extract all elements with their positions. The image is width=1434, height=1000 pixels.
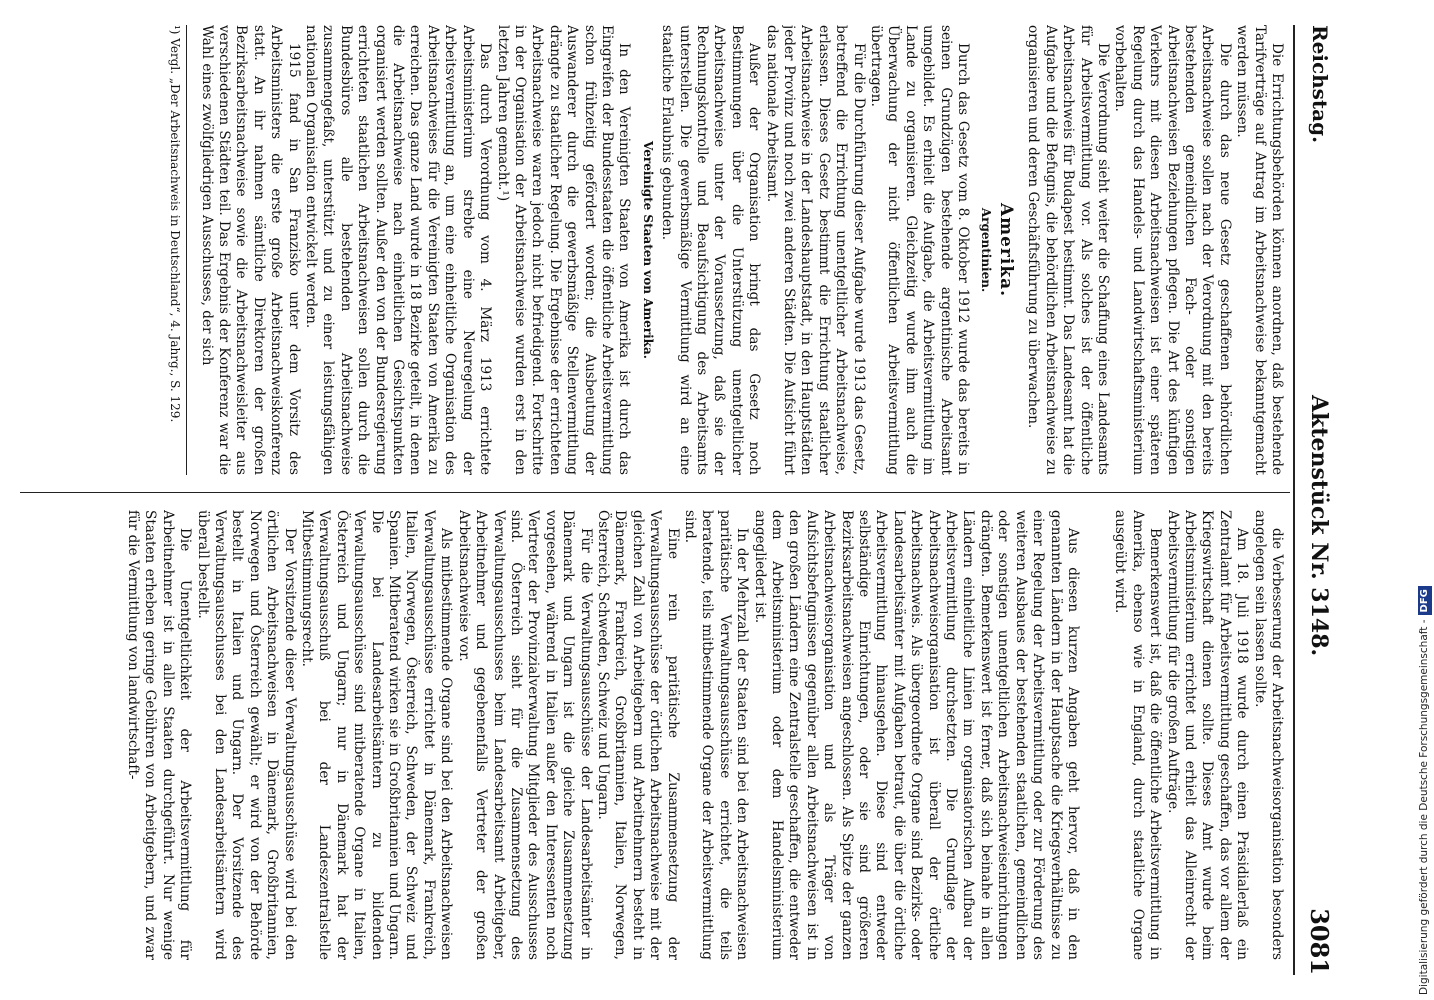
page-number: 3081 (1305, 908, 1334, 975)
subsection-heading: Argentinien. (979, 207, 994, 293)
paragraph: Als mitbestimmende Organe sind bei den Arbeitsnachweisen Verwaltungsausschüsse errichtet in Dänemark, Frankreich, Italien, Norwegen, Österreich, Schweden, der Schweiz und Spanien. Mitberatend wirken sie in Großbritannien und Ungarn. Die bei Landesarbeitsämtern zu bildenden Verwaltungsausschüsse sind mitberatende Organe in Italien, Österreich und Ungarn; nur in Dänemark hat der Verwaltungsausschuß bei der Landeszentralstelle Mitbestimmungsrecht. (299, 510, 455, 960)
page-header (1300, 25, 1340, 975)
paragraph: Aus diesen kurzen Angaben geht hervor, daß in den genannten Ländern in der Hauptsache die Kriegsverhältnisse zu einer Regelung der Arbeitsvermittlung oder zur Förderung des weiteren Ausbaues der bestehenden staatlichen, gemeindlichen oder sonstigen unentgeltlichen Arbeitsnachweiseinrichtungen drängten. Bemerkenswert ist ferner, daß sich beinahe in allen Ländern einheitliche Linien im organisatorischen Aufbau der Arbeitsvermittlung durchsetzten. Die Grundlage der Arbeitsnachweisorganisation ist überall der örtliche Arbeitsnachweis. Als übergeordnete Organe sind Bezirks- oder Landesarbeitsämter mit Aufgaben betraut, die über die örtliche Arbeitsvermittlung hinausgehen. Diese sind entweder selbständige Einrichtungen, oder sie sind größeren Bezirksarbeitsnachweisen angeschlossen. Als Spitze der ganzen Arbeitsnachweisorganisation und als Träger von Aufsichtsbefugnissen gegenüber allen Arbeitsnachweisen ist in den großen Ländern eine Zentralstelle geschaffen, die entweder dem Arbeitsministerium oder dem Handelsministerium angegliedert ist. (751, 510, 1081, 960)
paragraph: Am 18. Juli 1918 wurde durch einen Präsidialerlaß ein Zentralamt für Arbeitsvermittlung geschaffen, das vor allem der Kriegswirtschaft dienen sollte. Dieses Amt wurde beim Arbeitsministerium errichtet und erhielt das Alleinrecht der Arbeitsvermittlung für die großen Aufträge. (1164, 510, 1251, 960)
paragraph: In den Vereinigten Staaten von Amerika ist durch das Eingreifen der Bundesstaaten die öffentliche Arbeitsvermittlung schon frühzeitig gefördert worden; die Ausbeutung der Auswanderer durch die gewerbsmäßige Stellenvermittlung drängte zu staatlicher Regelung. Die Ergebnisse der errichteten Arbeitsnachweise waren jedoch nicht befriedigend. Fortschritte in der Organisation der Arbeitsnachweise wurden erst in den letzten Jahren gemacht.¹) (494, 25, 633, 475)
paragraph: Durch das Gesetz vom 8. Oktober 1912 wurde das bereits in seinen Grundzügen bestehende argentinische Arbeitsamt umgebildet. Es erhielt die Aufgabe, die Arbeitsvermittlung im Lande zu organisieren. Gleichzeitig wurde ihm auch die Überwachung der nicht öffentlichen Arbeitsvermittlung übertragen. (868, 25, 972, 475)
header-title: Aktenstück Nr. 3148. (1306, 395, 1332, 657)
paragraph: Für die Verwaltungsausschüsse der Landesarbeitsämter in Dänemark und Ungarn ist die gleiche Zusammensetzung vorgesehen, während in Italien außer den Interessenten noch Vertreter der Provinzialverwaltung Mitglieder des Ausschusses sind. Österreich sieht für die Zusammensetzung des Verwaltungsausschusses beim Landesarbeitsamt Arbeitgeber, Arbeitnehmer und gegebenenfalls Vertreter der großen Arbeitsnachweise vor. (455, 510, 594, 960)
credit-text: Digitalisierung gefördert durch die Deutsche Forschungsgemeinschaft - (1418, 619, 1430, 995)
header-left: Reichstag. (1308, 25, 1332, 144)
credit-line (1415, 5, 1433, 995)
paragraph: Das durch Verordnung vom 4. März 1913 errichtete Arbeitsministerium strebte eine Neuregelung der Arbeitsvermittlung an, um eine einheitliche Organisation des Arbeitsnachweises für die Vereinigten Staaten von Amerika zu erreichen. Das ganze Land wurde in 18 Bezirke geteilt, in denen die Arbeitsnachweise nach einheitlichen Gesichtspunkten organisiert werden sollten. Außer den von der Bundesregierung errichteten staatlichen Arbeitsnachweisen sollen durch die Bundesbüros alle bestehenden Arbeitsnachweise zusammengefaßt, unterstützt und zu einer leistungsfähigen nationalen Organisation entwickelt werden. (303, 25, 494, 475)
paragraph: Die Errichtungsbehörden können anordnen, daß bestehende Tarifverträge auf Antrag im Arbeitsnachweise bekanntgemacht werden müssen. (1234, 25, 1285, 475)
paragraph: In der Mehrzahl der Staaten sind bei den Arbeitsnachweisen paritätische Verwaltungsausschüsse errichtet, die teils beratende, teils mitbestimmende Organe der Arbeitsvermittlung sind. (682, 510, 751, 960)
right-column (20, 510, 1285, 960)
paragraph: Bemerkenswert ist, daß die öffentliche Arbeitsvermittlung in Amerika, ebenso wie in England, durch staatliche Organe ausgeübt wird. (1112, 510, 1164, 960)
paragraph: die Verbesserung der Arbeitsnachweisorganisation besonders angelegen sein lassen sollte. (1251, 510, 1285, 960)
paragraph: Außer der Organisation bringt das Gesetz noch Bestimmungen über die Unterstützung unentgeltlicher Arbeitsnachweise unter der Voraussetzung, daß sie der Rechnungskontrolle und Beaufsichtigung des Arbeitsamts unterstellen. Die gewerbsmäßige Vermittlung wird an eine staatliche Erlaubnis gebunden. (659, 25, 763, 475)
left-column (20, 25, 1285, 475)
rotated-document-page (0, 25, 1340, 975)
column-divider (20, 492, 1290, 493)
footnote: ¹) Vergl. „Der Arbeitsnachweis in Deutschland“, 4. Jahrg., S. 129. (168, 25, 183, 423)
paragraph: Die Unentgeltlichkeit der Arbeitsvermittlung für Arbeitnehmer ist in allen Staaten durchgeführt. Nur wenige Staaten erheben geringe Gebühren von Arbeitgebern, und zwar für die Vermittlung von landwirtschaft- (125, 510, 194, 960)
footnote-rule (186, 25, 187, 475)
digitization-credit (1413, 0, 1431, 1000)
paragraph: Die durch das neue Gesetz geschaffenen behördlichen Arbeitsnachweise sollen nach der Verordnung mit den bereits bestehenden gemeindlichen Fach- oder sonstigen Arbeitsnachweisen Beziehungen pflegen. Die Art des künftigen Verkehrs mit diesen Arbeitsnachweisen ist einer späteren Regelung durch das Handels- und Landwirtschaftsministerium vorbehalten. (1112, 25, 1233, 475)
paragraph: Eine rein paritätische Zusammensetzung der Verwaltungsausschüsse der örtlichen Arbeitsnachweise mit der gleichen Zahl von Arbeitgebern und Arbeitnehmern besteht in Dänemark, Frankreich, Großbritannien, Italien, Norwegen, Österreich, Schweden, Schweiz und Ungarn. (594, 510, 681, 960)
header-rule (1293, 25, 1295, 975)
paragraph: Für die Durchführung dieser Aufgabe wurde 1913 das Gesetz, betreffend die Errichtung unentgeltlicher Arbeitsnachweise, erlassen. Dieses Gesetz bestimmt die Errichtung staatlicher Arbeitsnachweise in der Landeshauptstadt, in den Hauptstädten jeder Provinz und noch zwei anderen Städten. Die Aufsicht führt das nationale Arbeitsamt. (763, 25, 867, 475)
section-heading: Amerika. (995, 202, 1016, 298)
subsection-heading: Vereinigte Staaten von Amerika. (640, 141, 655, 359)
paragraph: Der Vorsitzende dieser Verwaltungsausschüsse wird bei den örtlichen Arbeitsnachweisen in Dänemark, Großbritannien, Norwegen und Österreich gewählt; er wird von der Behörde bestellt in Italien und Ungarn. Der Vorsitzende des Verwaltungsausschusses bei den Landesarbeitsämtern wird überall bestellt. (194, 510, 298, 960)
section-gap (1081, 510, 1111, 960)
paragraph: 1915 fand in San Franzisko unter dem Vorsitz des Arbeitsministers die erste große Arbeitsnachweiskonferenz statt. An ihr nahmen sämtliche Direktoren der großen Bezirksarbeitsnachweise sowie die Arbeitsnachweisleiter aus verschiedenen Städten teil. Das Ergebnis der Konferenz war die Wahl eines zwölfgliedrigen Ausschusses, der sich (198, 25, 302, 475)
paragraph: Die Verordnung sieht weiter die Schaffung eines Landesamts für Arbeitsvermittlung vor. Als solches ist der öffentliche Arbeitsnachweis für Budapest bestimmt. Das Landesamt hat die Aufgabe und die Befugnis, die behördlichen Arbeitsnachweise zu organisieren und deren Geschäftsführung zu überwachen. (1025, 25, 1111, 475)
dfg-logo: DFG (1418, 586, 1432, 615)
